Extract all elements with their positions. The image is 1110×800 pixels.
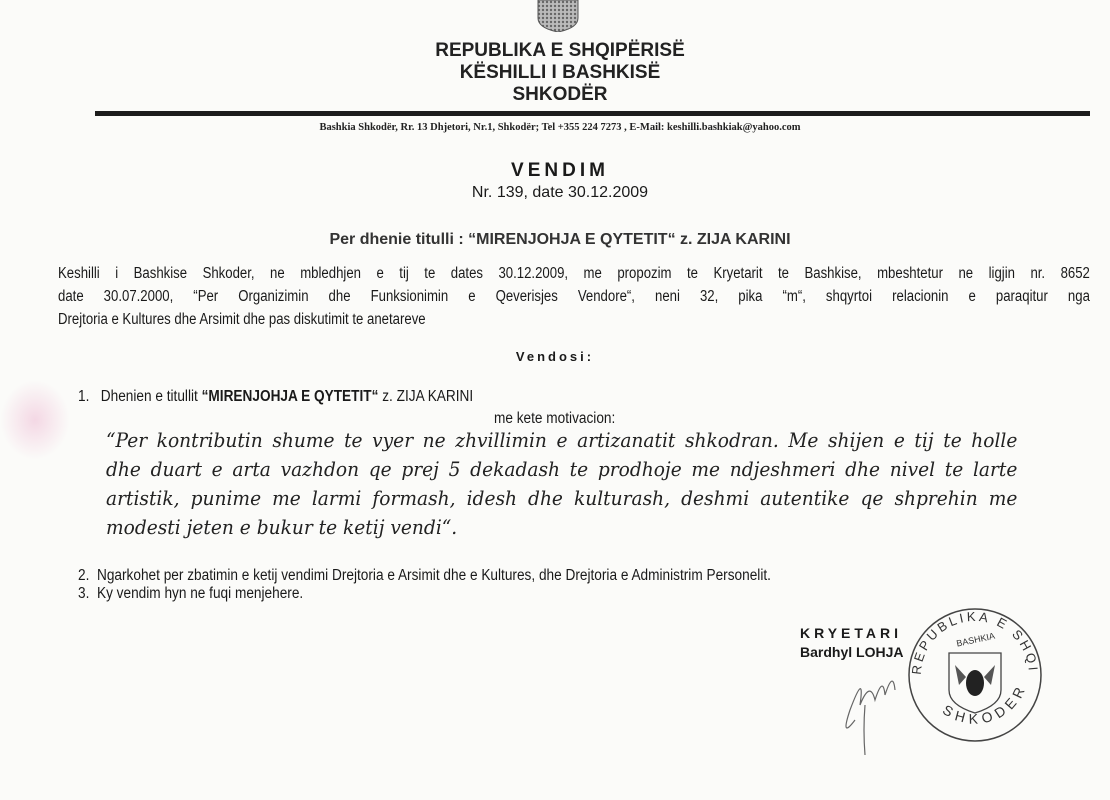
header-address: Bashkia Shkodër, Rr. 13 Dhjetori, Nr.1, Shkodër; Tel +355 224 7273 , E-Mail: keshilli.bashkiak@yahoo.com [319, 122, 801, 133]
motivation-label: me kete motivacion: [494, 410, 616, 427]
eagle-icon [955, 665, 995, 696]
item-text: z. ZIJA KARINI [378, 388, 474, 405]
item-text: Ky vendim hyn ne fuqi menjehere. [96, 585, 304, 602]
quote-line: dhe duart e arta vazhdon qe prej 5 dekadash te prodhoje me ndjeshmeri dhe nivel te larte [106, 457, 1018, 481]
item-text: Dhenien e titullit [100, 388, 202, 405]
decision-item-2 [78, 567, 771, 585]
item-title: “MIRENJOHJA E QYTETIT“ [201, 388, 379, 405]
item-number: 3. [78, 585, 90, 602]
preamble-line: Keshilli i Bashkise Shkoder, ne mbledhjen e tij te dates 30.12.2009, me propozim te Kryetarit te Bashkise, mbeshtetur ne ligjin nr. 8652 [58, 265, 1090, 282]
decided-heading: Vendosi: [515, 349, 595, 364]
signatory-role: KRYETARI [800, 625, 902, 641]
header-line-3: SHKODËR [512, 84, 608, 105]
quote-line: artistik, punime me larmi formash, idesh dhe kulturash, deshmi autentike qe shprehin me [106, 486, 1018, 510]
stamp-bottom-text: SHKODER [940, 680, 1030, 727]
signatory-name: Bardhyl LOHJA [800, 644, 904, 660]
decision-number: Nr. 139, date 30.12.2009 [471, 184, 649, 201]
pink-stain [0, 380, 70, 460]
decision-subject: Per dhenie titulli : “MIRENJOHJA E QYTETIT“ z. ZIJA KARINI [329, 231, 791, 248]
handwritten-signature [835, 650, 915, 760]
preamble-line: date 30.07.2000, “Per Organizimin dhe Funksionimin e Qeverisjes Vendore“, neni 32, pika “m“, shqyrtoi relacionin e paraqitur nga [58, 288, 1090, 305]
preamble [58, 262, 1090, 331]
header-line-1: REPUBLIKA E SHQIPËRISË [435, 40, 685, 61]
item-text: Ngarkohet per zbatimin e ketij vendimi Drejtoria e Arsimit dhe e Kultures, dhe Drejtoria e Administrim Personelit. [96, 567, 771, 584]
motivation-quote [106, 426, 1086, 542]
official-stamp [905, 605, 1045, 745]
stamp-top-text: REPUBLIKA E SHQI [908, 608, 1042, 676]
item-number: 1. [78, 388, 90, 405]
quote-line: “Per kontributin shume te vyer ne zhvillimin e artizanatit shkodran. Me shijen e tij te holle [106, 428, 1018, 452]
svg-text:SHKODER [940, 680, 1030, 727]
preamble-line: Drejtoria e Kultures dhe Arsimit dhe pas diskutimit te anetareve [58, 311, 426, 328]
item-number: 2. [78, 567, 90, 584]
decision-item-3 [78, 585, 303, 603]
quote-line: modesti jeten e bukur te ketij vendi“. [106, 515, 458, 539]
header-line-2: KËSHILLI I BASHKISË [459, 62, 661, 83]
decision-item-1 [78, 388, 473, 406]
coat-of-arms-icon [537, 0, 579, 32]
document-title: VENDIM [511, 160, 609, 181]
stamp-inner-text: BASHKIA [955, 630, 996, 649]
header-divider [95, 111, 1090, 116]
